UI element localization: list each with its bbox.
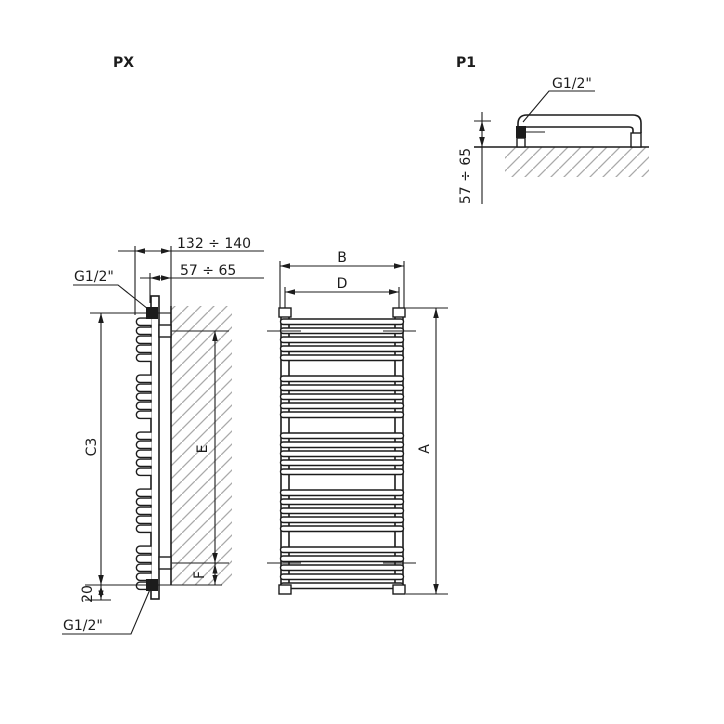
dim-e-text: E xyxy=(195,444,211,454)
towel-bar xyxy=(281,547,404,553)
towel-bar xyxy=(281,385,404,391)
towel-bar xyxy=(281,412,404,418)
towel-bar xyxy=(281,433,404,439)
towel-bar xyxy=(281,499,404,505)
p1-view-label: P1 xyxy=(456,55,477,71)
dim-b-text: B xyxy=(337,250,347,266)
dim-depth-axis-text: 57 ÷ 65 xyxy=(180,263,237,279)
towel-bar-loop xyxy=(136,450,151,457)
p1-top-view xyxy=(456,55,649,204)
towel-bar xyxy=(281,574,404,580)
px-view-label: PX xyxy=(113,55,135,71)
dimension-axis-to-end xyxy=(80,585,111,603)
dim-a-text: A xyxy=(417,444,433,454)
towel-bar xyxy=(281,319,404,325)
towel-bar xyxy=(281,442,404,448)
towel-bar xyxy=(281,490,404,496)
cap-top-right xyxy=(393,308,405,317)
towel-bar xyxy=(281,337,404,343)
towel-bar-loop xyxy=(136,468,151,475)
cap-bottom-right xyxy=(393,585,405,594)
towel-bar-loop xyxy=(136,327,151,334)
dim-depth-total-text: 132 ÷ 140 xyxy=(177,236,252,252)
towel-bar-loop xyxy=(136,411,151,418)
towel-bar-loop xyxy=(136,516,151,523)
towel-bar xyxy=(281,403,404,409)
dimension-width-axis xyxy=(285,276,399,308)
towel-bar-loop xyxy=(136,546,151,553)
towel-bar-loop xyxy=(136,459,151,466)
connection-top-callout xyxy=(73,269,148,309)
towel-bar-loop xyxy=(136,555,151,562)
dim-d-text: D xyxy=(336,276,348,292)
towel-bar-loop xyxy=(136,384,151,391)
towel-bars xyxy=(281,319,404,589)
front-view xyxy=(267,250,448,594)
towel-bar-loops xyxy=(136,318,151,589)
towel-bar-loop xyxy=(136,345,151,352)
towel-bar-loop xyxy=(136,489,151,496)
dimension-p1-depth-axis xyxy=(458,112,491,204)
cap-bottom-left xyxy=(279,585,291,594)
towel-bar xyxy=(281,565,404,571)
dim-c3-text: C3 xyxy=(84,437,100,457)
towel-bar-loop xyxy=(136,402,151,409)
collector-tube-side xyxy=(151,296,159,599)
px-side-view xyxy=(62,55,264,634)
tube-top-view xyxy=(518,115,641,133)
dim-p1-57-65-text: 57 ÷ 65 xyxy=(458,147,474,205)
towel-bar-loop xyxy=(136,498,151,505)
wall-bracket-bottom xyxy=(159,557,171,569)
towel-bar-loop xyxy=(136,375,151,382)
towel-bar xyxy=(281,556,404,562)
towel-bar xyxy=(281,460,404,466)
connection-p1-label: G1/2" xyxy=(552,76,592,92)
towel-bar-loop xyxy=(136,354,151,361)
towel-bar xyxy=(281,517,404,523)
towel-bar xyxy=(281,526,404,532)
wall-hatch-p1 xyxy=(505,147,649,177)
stand-off-left xyxy=(517,138,525,147)
dim-f-text: F xyxy=(192,570,208,580)
towel-bar-loop xyxy=(136,564,151,571)
cap-top-left xyxy=(279,308,291,317)
towel-bar xyxy=(281,394,404,400)
towel-bar xyxy=(281,346,404,352)
connection-top-label: G1/2" xyxy=(74,269,114,285)
towel-bar-loop xyxy=(136,336,151,343)
towel-bar-loop xyxy=(136,432,151,439)
towel-bar xyxy=(281,583,404,589)
towel-bar xyxy=(281,451,404,457)
towel-bar xyxy=(281,376,404,382)
dim-20-text: 20 xyxy=(80,585,96,603)
connection-bottom-callout xyxy=(62,587,151,634)
towel-bar xyxy=(281,469,404,475)
towel-bar-loop xyxy=(136,318,151,325)
towel-bar-loop xyxy=(136,525,151,532)
towel-bar xyxy=(281,508,404,514)
towel-bar-loop xyxy=(136,441,151,448)
towel-bar xyxy=(281,355,404,361)
connection-bottom-label: G1/2" xyxy=(63,618,103,634)
towel-bar-loop xyxy=(136,507,151,514)
wall-bracket-top xyxy=(159,325,171,337)
towel-bar-loop xyxy=(136,393,151,400)
stand-off-right xyxy=(631,133,641,147)
dimension-height-total xyxy=(406,308,448,594)
